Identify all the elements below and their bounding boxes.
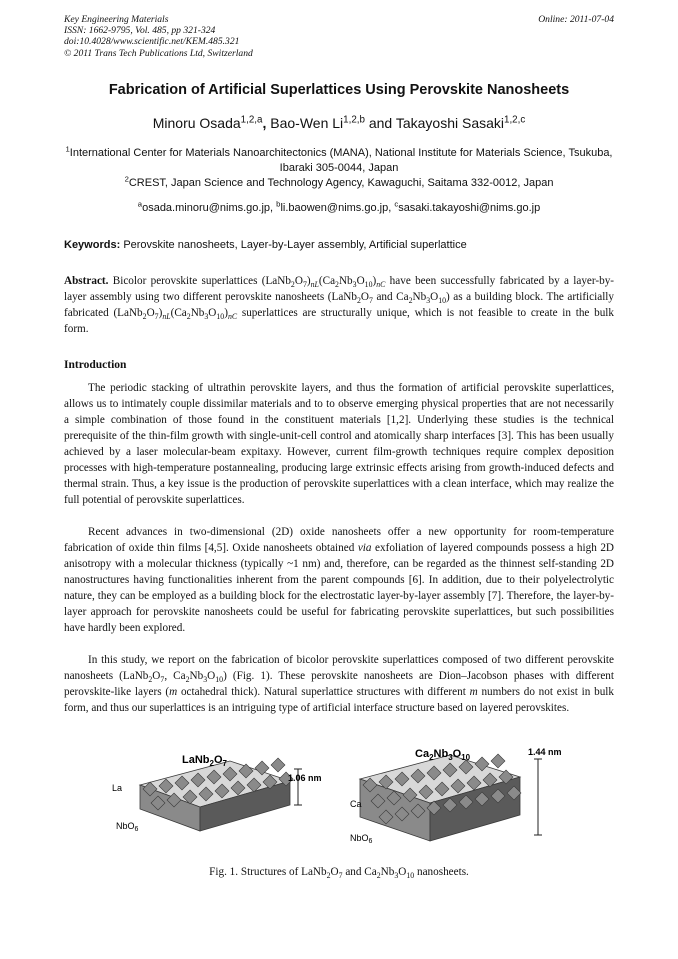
abstract-text: (Ca	[318, 275, 336, 287]
abstract-text: )	[306, 275, 311, 287]
nbo6-label-left: NbO$_6$	[116, 821, 139, 833]
abstract-text: Nb	[338, 275, 353, 287]
abstract-text: superlattices are structurally unique, which is not feasible to create in the bulk form.	[64, 307, 615, 335]
online-date: Online: 2011-07-04	[538, 14, 614, 25]
left-structure	[112, 754, 322, 833]
octahedron-shape	[491, 754, 505, 768]
abstract-text: have been successfully fabricated by a layer-by-layer assembly using two different perovskite nanosheets (LaNb	[64, 275, 615, 303]
doi-line: doi:10.4028/www.scientific.net/KEM.485.321	[64, 36, 240, 48]
email-link[interactable]: osada.minoru@nims.go.jp,	[142, 202, 274, 214]
subscript: nL	[162, 312, 171, 322]
subscript: nC	[376, 280, 386, 290]
author-separator: ,	[262, 115, 267, 131]
subscript: 10	[438, 296, 447, 306]
caption-text: Nb	[380, 866, 395, 878]
subscript: 3	[394, 871, 399, 881]
author-sup: 1,2,b	[343, 114, 365, 126]
intro-paragraph-3	[64, 652, 614, 716]
thickness-label-right: 1.44 nm	[528, 747, 562, 757]
keywords-line	[64, 239, 616, 251]
subscript: 2	[148, 675, 153, 685]
abstract-text: (Ca	[170, 307, 187, 319]
paragraph-text: In this study, we report on the fabrication of bicolor perovskite superlattices composed of two different perovskite nanosheets (LaNb	[64, 654, 614, 682]
email-sup: a	[137, 199, 143, 209]
subscript: 2	[290, 280, 295, 290]
subscript: 7	[160, 675, 165, 685]
paragraph-text: O	[207, 670, 216, 682]
nbo6-label-right: NbO$_6$	[350, 833, 373, 845]
paragraph-text: numbers do not exist in bulk form, and thus our superlattices is an intriguing type of artificial interface structure based on layered perovskites.	[64, 686, 614, 714]
email-line	[40, 199, 638, 214]
subscript: 3	[352, 280, 357, 290]
paragraph-text: exfoliation of layered compounds possess a high 2D anisotropy with a molecular thickness (typically ~1 nm) and, therefore, can be regarded as the thinnest self-standing 2D nanostructures having functionalities inherent from the parent compounds [6]. In addition, due to their polyelectrolytic nature, they can be employed as a building block for the electrostatic layer-by-layer assembly [7]. Therefore, the layer-by-layer approach for perovskite nanosheets could be useful for fabricating perovskite superlattices, but such possibilities have hardly been explored.	[64, 542, 615, 634]
paragraph-text: O	[152, 670, 161, 682]
journal-header	[64, 14, 253, 59]
caption-text: nanosheets.	[416, 866, 469, 878]
italic-text: m	[169, 686, 178, 698]
caption-text: O	[398, 866, 407, 878]
abstract-text: O	[146, 307, 155, 319]
subscript: 3	[426, 296, 431, 306]
issn-line: ISSN: 1662-9795, Vol. 485, pp 321-324	[64, 25, 216, 37]
formula-label-left: $LaNb_2O_7$	[182, 754, 227, 768]
affiliation-text: CREST, Japan Science and Technology Agency, Kawaguchi, Saitama 332-0012, Japan	[128, 177, 554, 189]
abstract-text: Nb	[412, 291, 427, 303]
paragraph-text: octahedral thick). Natural superlattice structures with different	[180, 686, 466, 698]
ca-label: Ca	[350, 799, 362, 809]
paragraph-text: Recent advances in two-dimensional (2D) oxide nanosheets offer a new opportunity for room-temperature fabrication of oxide thin films [4,5]. Oxide nanosheets obtained	[64, 526, 614, 554]
subscript: 2	[356, 296, 361, 306]
section-heading: Introduction	[64, 359, 127, 371]
thickness-label-left: 1.06 nm	[288, 773, 322, 783]
paragraph-text: ) (Fig. 1). These perovskite nanosheets are Dion–Jacobson phases with different perovskite-like layers (	[64, 670, 614, 698]
subscript: 10	[364, 280, 373, 290]
subscript: 2	[408, 296, 413, 306]
author-name: Bao-Wen Li	[270, 115, 344, 131]
figure-caption	[40, 866, 638, 881]
abstract-text: )	[158, 307, 163, 319]
subscript: 7	[338, 871, 343, 881]
email-sup: b	[276, 199, 281, 209]
subscript: 2	[376, 871, 381, 881]
abstract-text: O	[208, 307, 217, 319]
intro-paragraph-1: The periodic stacking of ultrathin perovskite layers, and thus the formation of artificial perovskite superlattices, allows us to intimately couple dissimilar materials and to to observe emerging physical properties that are not necessarily a simple combination of those found in the constituent materials [1,2]. Underlying these studies is the technical prerequisite of the thin-film growth with single-unit-cell control and atomically sharp interfaces [3]. This has been usually achieved by a laser molecular-beam expitaxy. However, current film-growth techniques require complex deposition processes with high-temperature postannealing, producing large extrinsic effects arising from growth-induced defects and thermal strain. Thus, a key issue is the production of perovskite superlattices with a clean interface, which may realize the full potential of perovskite superlattices.	[64, 382, 614, 506]
journal-name: Key Engineering Materials	[64, 14, 169, 25]
formula-label-right: $Ca_2Nb_3O_{10}$	[415, 748, 471, 762]
abstract-text: O	[360, 291, 369, 303]
author-separator: and	[368, 115, 393, 131]
affiliation-1	[60, 146, 618, 175]
italic-text: via	[357, 542, 372, 554]
caption-text: and Ca	[345, 866, 377, 878]
abstract-text: ) as a building block. The artificially fabricated (LaNb	[64, 291, 615, 319]
abstract-text: )	[224, 307, 228, 319]
subscript: 2	[326, 871, 331, 881]
subscript: 10	[215, 675, 224, 685]
abstract-text: and Ca	[376, 291, 409, 303]
subscript: 3	[203, 675, 208, 685]
keywords-text: Perovskite nanosheets, Layer-by-Layer assembly, Artificial superlattice	[123, 239, 467, 251]
subscript: 2	[142, 312, 147, 322]
octahedron-shape	[271, 758, 285, 772]
caption-text: Fig. 1. Structures of LaNb	[209, 866, 327, 878]
author-line	[40, 115, 638, 131]
subscript: 3	[204, 312, 209, 322]
author-name: Takayoshi Sasaki	[395, 115, 505, 131]
abstract-label: Abstract.	[64, 275, 109, 287]
la-label: La	[112, 783, 123, 793]
subscript: 2	[335, 280, 339, 290]
keywords-label: Keywords:	[64, 239, 121, 251]
author-name: Minoru Osada	[152, 115, 241, 131]
copyright-line: © 2011 Trans Tech Publications Ltd, Switzerland	[64, 47, 253, 59]
email-link[interactable]: sasaki.takayoshi@nims.go.jp	[398, 202, 541, 214]
email-sup: c	[394, 199, 399, 209]
subscript: 7	[369, 296, 373, 306]
author-sup: 1,2,c	[504, 114, 526, 126]
subscript: 10	[216, 312, 225, 322]
affiliation-text: International Center for Materials Nanoarchitectonics (MANA), National Institute for Materials Science, Tsukuba, Ibaraki 305-0044, Japan	[69, 147, 613, 174]
abstract-text: O	[294, 275, 303, 287]
intro-paragraph-2	[64, 524, 614, 636]
italic-text: m	[469, 686, 478, 698]
right-structure	[350, 747, 562, 845]
subscript: 7	[154, 312, 159, 322]
affiliation-sup: 2	[124, 174, 129, 184]
abstract-text: )	[372, 275, 377, 287]
abstract-text: O	[356, 275, 365, 287]
abstract-text: Bicolor perovskite superlattices (LaNb	[112, 275, 291, 287]
email-link[interactable]: li.baowen@nims.go.jp,	[280, 202, 392, 214]
abstract-paragraph	[64, 273, 614, 337]
figure-1	[110, 745, 570, 855]
subscript: 2	[185, 675, 190, 685]
subscript: nL	[310, 280, 319, 290]
caption-text: O	[330, 866, 339, 878]
abstract-text: O	[430, 291, 439, 303]
paragraph-text: , Ca	[164, 670, 186, 682]
affiliation-2	[60, 176, 618, 191]
paragraph-text: Nb	[189, 670, 204, 682]
subscript: 7	[302, 280, 307, 290]
subscript: 10	[406, 871, 415, 881]
abstract-text: Nb	[190, 307, 205, 319]
affiliation-sup: 1	[65, 144, 70, 154]
author-sup: 1,2,a	[240, 114, 263, 126]
paper-title: Fabrication of Artificial Superlattices Using Perovskite Nanosheets	[108, 82, 570, 98]
subscript: 2	[186, 312, 191, 322]
subscript: nC	[227, 312, 238, 322]
